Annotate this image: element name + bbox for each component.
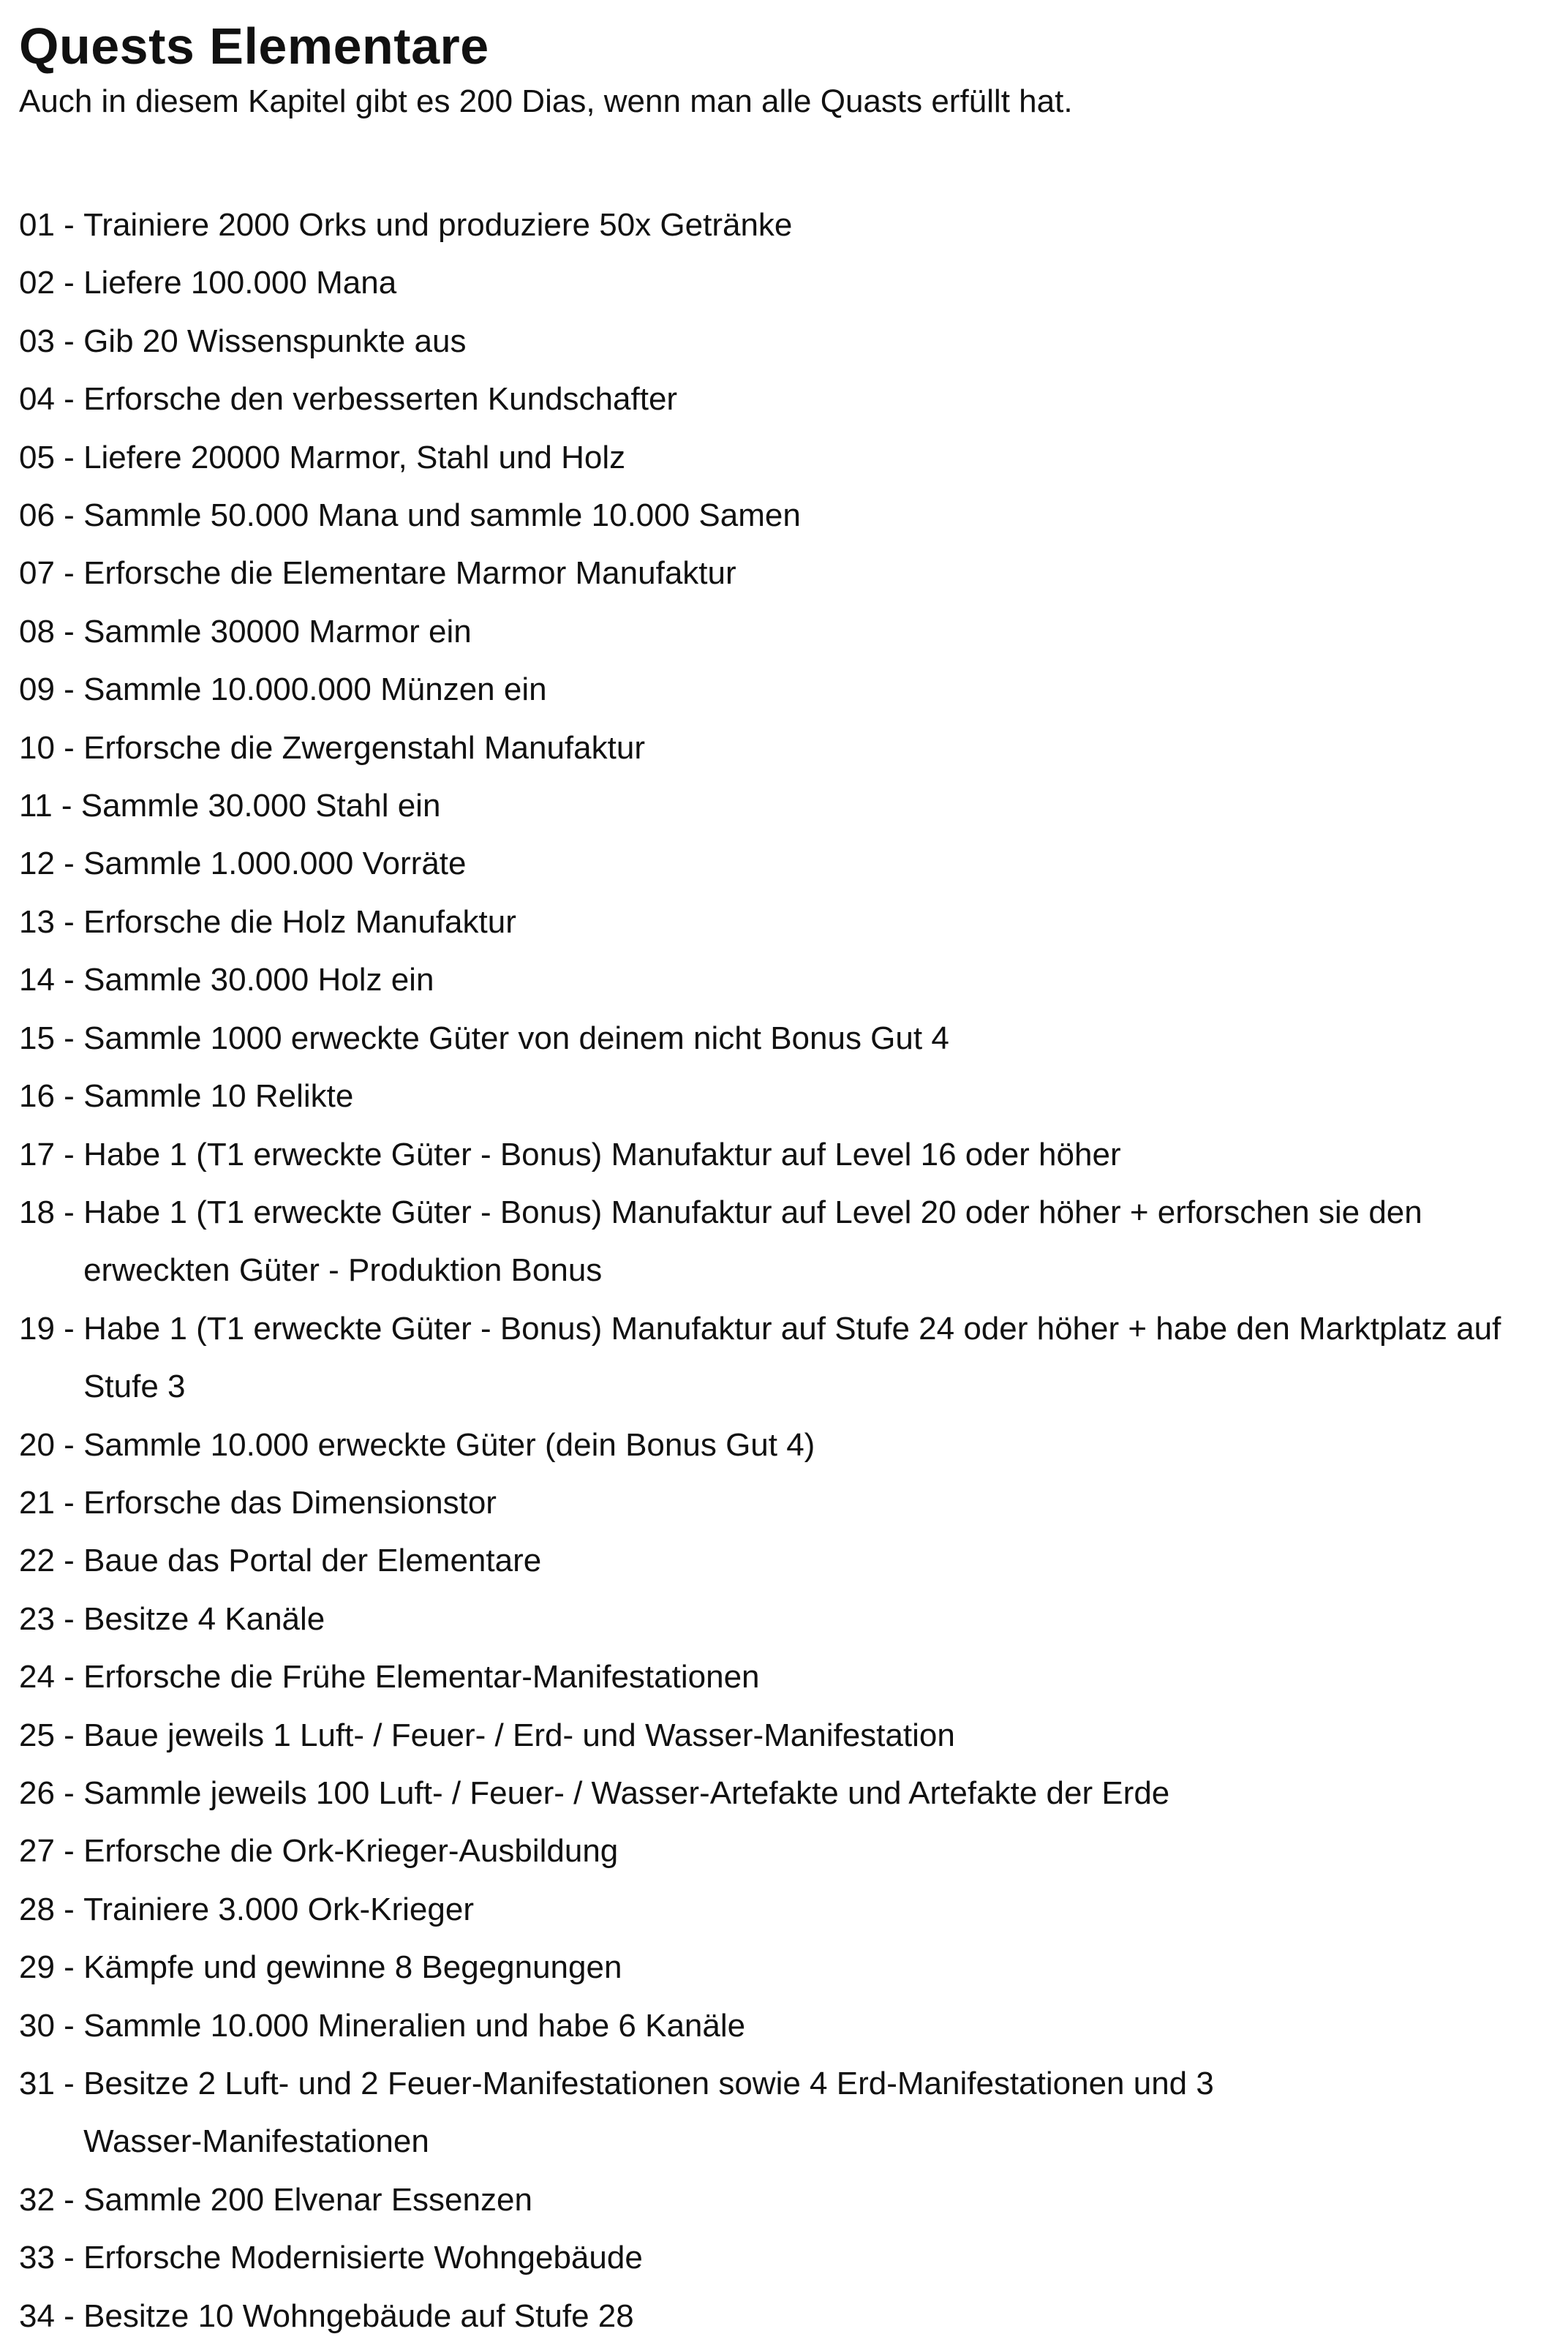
- quest-text: Baue das Portal der Elementare: [83, 1543, 542, 1579]
- quest-list: [19, 196, 1555, 2345]
- quest-number: 19 -: [19, 1310, 84, 1347]
- quest-text: Baue jeweils 1 Luft- / Feuer- / Erd- und Wasser-Manifestation: [83, 1717, 955, 1753]
- quest-number: 23 -: [19, 1600, 84, 1637]
- list-item: [19, 1706, 1555, 1764]
- quest-text: Sammle 1000 erweckte Güter von deinem nicht Bonus Gut 4: [83, 1020, 949, 1056]
- list-item: [19, 1474, 1555, 1532]
- intro-text: Auch in diesem Kapitel gibt es 200 Dias, wenn man alle Quasts erfüllt hat.: [19, 83, 1073, 119]
- quest-text: Liefere 100.000 Mana: [83, 265, 397, 301]
- quest-number: 03 -: [19, 323, 84, 359]
- quest-number: 20 -: [19, 1426, 84, 1463]
- quest-text: Sammle 30.000 Stahl ein: [80, 788, 441, 824]
- quest-text: Besitze 2 Luft- und 2 Feuer-Manifestationen sowie 4 Erd-Manifestationen und 3 Wasser-Manifestationen: [83, 2066, 1214, 2160]
- list-item: [19, 254, 1555, 312]
- list-item: [19, 1997, 1555, 2055]
- quest-number: 33 -: [19, 2240, 84, 2276]
- quest-number: 34 -: [19, 2297, 84, 2334]
- quest-text: Sammle 10.000.000 Münzen ein: [83, 671, 547, 708]
- quest-number: 14 -: [19, 962, 84, 998]
- quest-text: Kämpfe und gewinne 8 Begegnungen: [83, 1949, 622, 1986]
- quest-text: Habe 1 (T1 erweckte Güter - Bonus) Manufaktur auf Level 20 oder höher + erforschen sie den erweckten Güter - Produktion Bonus: [83, 1194, 1422, 1289]
- list-item: [19, 196, 1555, 254]
- quest-text: Habe 1 (T1 erweckte Güter - Bonus) Manufaktur auf Stufe 24 oder höher + habe den Marktplatz auf Stufe 3: [83, 1310, 1501, 1405]
- list-item: [19, 835, 1555, 892]
- quest-text: Sammle 1.000.000 Vorräte: [83, 846, 467, 882]
- quest-text: Liefere 20000 Marmor, Stahl und Holz: [83, 439, 626, 475]
- list-item: [19, 2229, 1555, 2286]
- quest-text: Trainiere 2000 Orks und produziere 50x Getränke: [83, 207, 793, 243]
- quest-number: 04 -: [19, 381, 84, 418]
- list-item: [19, 370, 1555, 428]
- quest-number: 30 -: [19, 2007, 84, 2044]
- list-item: [19, 312, 1555, 370]
- quest-text: Erforsche den verbesserten Kundschafter: [83, 381, 678, 418]
- quest-number: 26 -: [19, 1774, 84, 1811]
- list-item: [19, 2287, 1555, 2345]
- quest-number: 22 -: [19, 1543, 84, 1579]
- quest-number: 11 -: [19, 788, 81, 824]
- quest-text: Sammle 10.000 Mineralien und habe 6 Kanäle: [83, 2007, 746, 2044]
- quest-number: 10 -: [19, 729, 84, 766]
- quest-text: Gib 20 Wissenspunkte aus: [83, 323, 467, 359]
- quest-number: 28 -: [19, 1891, 84, 1927]
- quest-text: Sammle 30.000 Holz ein: [83, 962, 434, 998]
- list-item: [19, 1009, 1555, 1067]
- list-item: [19, 1126, 1555, 1183]
- quest-number: 06 -: [19, 497, 84, 534]
- quest-text: Trainiere 3.000 Ork-Krieger: [83, 1891, 474, 1927]
- list-item: [19, 429, 1555, 486]
- quest-text: Sammle 200 Elvenar Essenzen: [83, 2181, 532, 2218]
- list-item: [19, 1590, 1555, 1648]
- quest-number: 07 -: [19, 555, 84, 592]
- quest-number: 08 -: [19, 613, 84, 650]
- list-item: [19, 2055, 1555, 2171]
- list-item: [19, 1881, 1555, 1938]
- list-item: [19, 951, 1555, 1009]
- quest-number: 12 -: [19, 846, 84, 882]
- quest-number: 27 -: [19, 1833, 84, 1870]
- quest-number: 17 -: [19, 1136, 84, 1172]
- list-item: [19, 2171, 1555, 2229]
- quest-text: Sammle 10 Relikte: [83, 1078, 354, 1115]
- list-item: [19, 486, 1555, 544]
- list-item: [19, 1183, 1555, 1300]
- list-item: [19, 1067, 1555, 1125]
- quest-number: 13 -: [19, 903, 84, 940]
- quest-text: Sammle 10.000 erweckte Güter (dein Bonus Gut 4): [83, 1426, 815, 1463]
- quest-number: 24 -: [19, 1659, 84, 1695]
- quest-text: Erforsche Modernisierte Wohngebäude: [83, 2240, 643, 2276]
- quest-number: 16 -: [19, 1078, 84, 1115]
- quest-number: 32 -: [19, 2181, 84, 2218]
- quest-number: 31 -: [19, 2066, 84, 2101]
- list-item: [19, 777, 1555, 835]
- list-item: [19, 1938, 1555, 1996]
- document-page: [19, 13, 1555, 2334]
- quest-number: 18 -: [19, 1194, 84, 1230]
- list-item: [19, 1764, 1555, 1822]
- list-item: [19, 660, 1555, 718]
- quest-text: Besitze 4 Kanäle: [83, 1600, 325, 1637]
- quest-number: 02 -: [19, 265, 84, 301]
- list-item: [19, 893, 1555, 951]
- quest-text: Erforsche die Frühe Elementar-Manifestationen: [83, 1659, 760, 1695]
- list-item: [19, 1532, 1555, 1589]
- quest-text: Erforsche die Ork-Krieger-Ausbildung: [83, 1833, 619, 1870]
- quest-number: 01 -: [19, 207, 84, 243]
- page-title: Quests Elementare: [19, 18, 489, 75]
- quest-text: Sammle jeweils 100 Luft- / Feuer- / Wasser-Artefakte und Artefakte der Erde: [83, 1774, 1170, 1811]
- quest-text: Habe 1 (T1 erweckte Güter - Bonus) Manufaktur auf Level 16 oder höher: [83, 1136, 1121, 1172]
- list-item: [19, 1822, 1555, 1880]
- quest-text: Erforsche die Holz Manufaktur: [83, 903, 516, 940]
- quest-number: 09 -: [19, 671, 84, 708]
- quest-text: Besitze 10 Wohngebäude auf Stufe 28: [83, 2297, 634, 2334]
- list-item: [19, 603, 1555, 660]
- list-item: [19, 544, 1555, 602]
- quest-text: Erforsche die Zwergenstahl Manufaktur: [83, 729, 645, 766]
- quest-number: 05 -: [19, 439, 84, 475]
- quest-number: 29 -: [19, 1949, 84, 1986]
- quest-number: 25 -: [19, 1717, 84, 1753]
- quest-number: 21 -: [19, 1484, 84, 1521]
- list-item: [19, 1416, 1555, 1474]
- list-item: [19, 1648, 1555, 1706]
- quest-text: Sammle 30000 Marmor ein: [83, 613, 472, 650]
- list-item: [19, 1300, 1555, 1416]
- list-item: [19, 719, 1555, 777]
- quest-text: Erforsche die Elementare Marmor Manufaktur: [83, 555, 736, 592]
- quest-number: 15 -: [19, 1020, 84, 1056]
- quest-text: Erforsche das Dimensionstor: [83, 1484, 497, 1521]
- quest-text: Sammle 50.000 Mana und sammle 10.000 Samen: [83, 497, 801, 534]
